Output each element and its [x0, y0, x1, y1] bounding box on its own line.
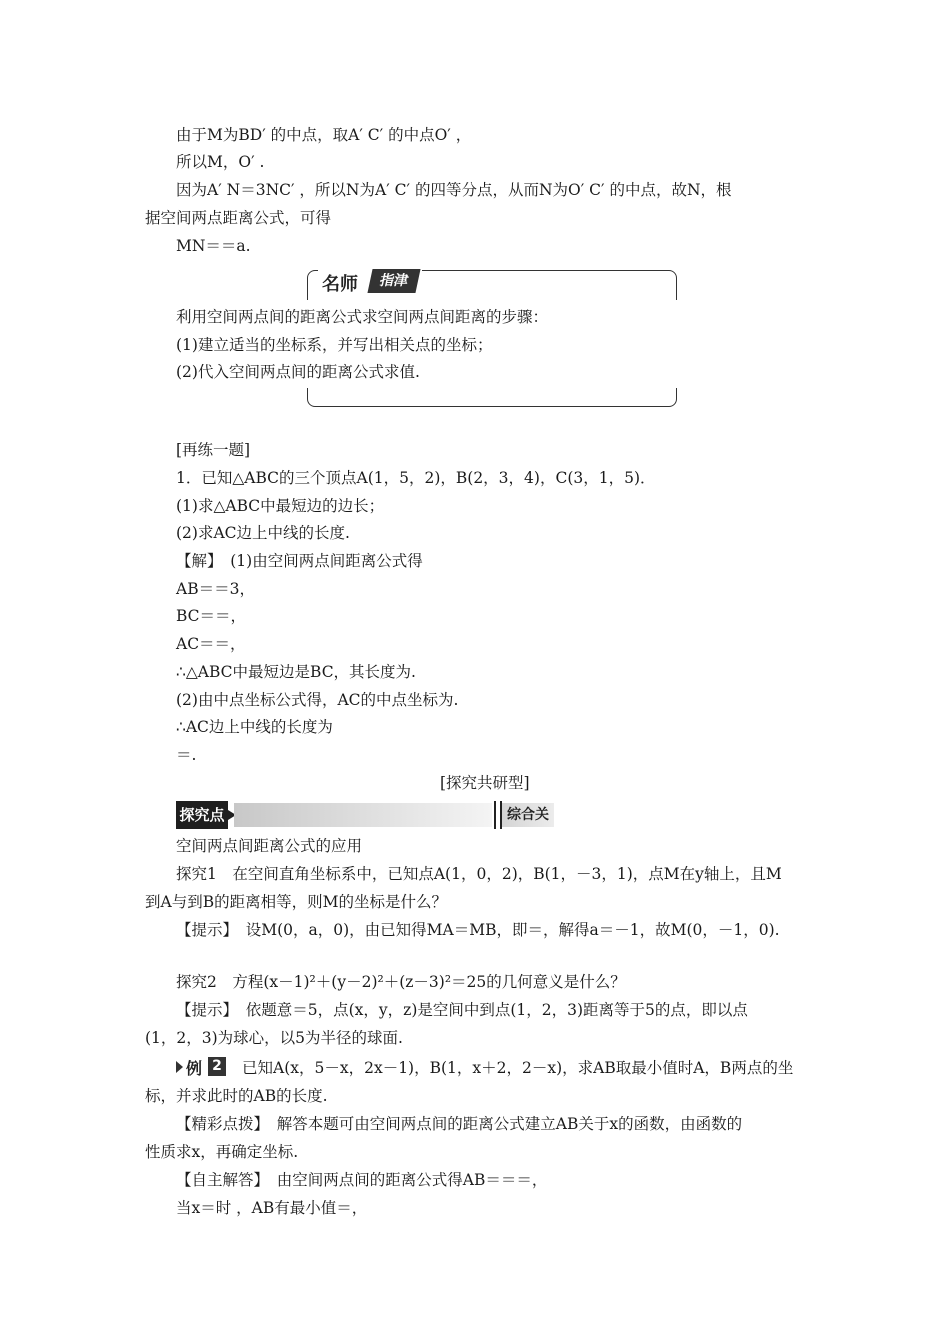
explore-point-label: 探究点 [176, 801, 228, 829]
solution-line: AB＝＝3， [176, 580, 255, 598]
practice-heading: [再练一题] [176, 441, 251, 459]
solution-line: ∴△ABC中最短边是BC，其长度为. [176, 663, 416, 681]
explore1-line: 到A与到B的距离相等，则M的坐标是什么？ [145, 893, 447, 911]
tip-title-tag: 指津 [367, 269, 420, 293]
solution-line: ＝. [176, 746, 197, 764]
example-marker [176, 1056, 234, 1078]
topic-line: 空间两点间距离公式的应用 [176, 837, 363, 855]
example-number: 2 [208, 1057, 226, 1076]
tip-title-main: 名师 [322, 274, 358, 295]
paragraph-line: 由于M为BD′ 的中点，取A′ C′ 的中点O′ ， [176, 126, 472, 144]
practice-question: 1．已知△ABC的三个顶点A(1，5，2)，B(2，3，4)，C(3，1，5)． [176, 469, 656, 487]
paragraph-line: 据空间两点距离公式，可得 [145, 209, 332, 227]
explore2-hint: 【提示】 依题意＝5，点(x，y，z)是空间中到点(1，2，3)距离等于5的点，即以点 [176, 1001, 748, 1019]
triangle-icon [176, 1061, 183, 1073]
tip-title [318, 266, 422, 296]
bar-gradient [234, 803, 492, 827]
example-line: 【精彩点拨】 解答本题可由空间两点间的距离公式建立AB关于x的函数，由函数的 [176, 1115, 743, 1133]
tip-line: (2)代入空间两点间的距离公式求值. [176, 363, 420, 381]
tip-line: (1)建立适当的坐标系，并写出相关点的坐标； [176, 336, 493, 354]
example-line: 标，并求此时的AB的长度. [145, 1087, 328, 1105]
example-label: 例 [186, 1059, 203, 1078]
practice-subquestion: (1)求△ABC中最短边的边长； [176, 497, 385, 515]
bar-right-label: 综合关 [502, 803, 554, 827]
example-line: 当x＝时 ，AB有最小值＝， [176, 1199, 368, 1217]
solution-line: BC＝＝， [176, 607, 247, 625]
explore1-line: 探究1 在空间直角坐标系中，已知点A(1，0，2)，B(1，－3，1)，点M在y轴上，且M [176, 865, 782, 883]
practice-subquestion: (2)求AC边上中线的长度. [176, 524, 350, 542]
solution-line: AC＝＝， [176, 635, 246, 653]
explore1-hint: 【提示】 设M(0，a，0)，由已知得MA＝MB，即＝，解得a＝－1，故M(0，－1，0). [176, 921, 780, 939]
explore2-hint: (1，2，3)为球心，以5为半径的球面. [145, 1029, 403, 1047]
solution-line: (2)由中点坐标公式得，AC的中点坐标为. [176, 691, 459, 709]
example-line: 【自主解答】 由空间两点间的距离公式得AB＝＝＝， [176, 1171, 548, 1189]
solution-line: 【解】 (1)由空间两点间距离公式得 [176, 552, 423, 570]
paragraph-line: 因为A′ N＝3NC′ ，所以N为A′ C′ 的四等分点，从而N为O′ C′ 的中点，故N，根 [176, 181, 732, 199]
example-line: 性质求x，再确定坐标. [145, 1143, 299, 1161]
explore2-line: 探究2 方程(x－1)²＋(y－2)²＋(z－3)²＝25的几何意义是什么？ [176, 973, 626, 991]
paragraph-line: MN＝＝a. [176, 237, 251, 255]
paragraph-line: 所以M，O′ . [176, 153, 265, 171]
example-line: 已知A(x，5－x，2x－1)，B(1，x＋2，2－x)，求AB取最小值时A，B两点的坐 [242, 1059, 794, 1077]
bar-separator [494, 801, 502, 829]
section-title: [探究共研型] [440, 774, 530, 792]
solution-line: ∴AC边上中线的长度为 [176, 718, 333, 736]
explore-point-bar [176, 801, 554, 829]
tip-line: 利用空间两点间的距离公式求空间两点间距离的步骤： [176, 308, 549, 326]
